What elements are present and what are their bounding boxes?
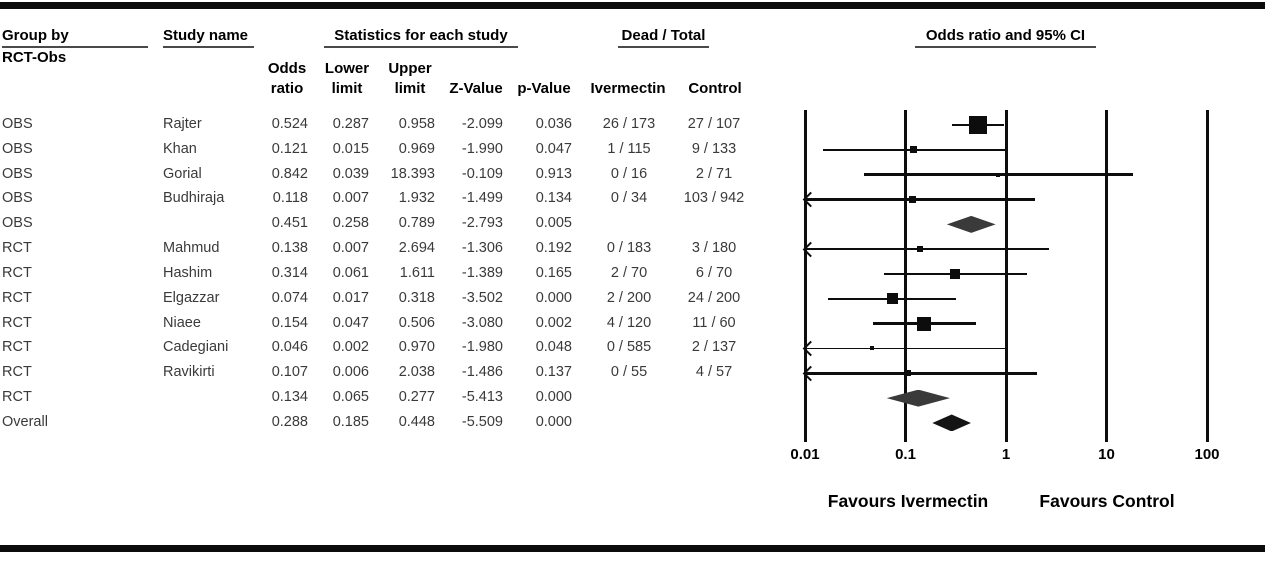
cell-group: RCT: [2, 339, 32, 356]
cell-group: RCT: [2, 289, 32, 306]
cell-lower: 0.047: [332, 314, 369, 331]
cell-z: -3.502: [461, 289, 503, 306]
favours-control-label: Favours Control: [1039, 491, 1175, 511]
cell-control: 11 / 60: [692, 314, 736, 331]
forest-plot: [805, 110, 1208, 442]
column-header-Ivermectin: Ivermectin: [590, 80, 666, 97]
favours-ivermectin-label: Favours Ivermectin: [827, 491, 989, 511]
cell-lower: 0.287: [332, 116, 369, 132]
table-row: [2, 335, 772, 360]
cell-z: -1.499: [461, 190, 503, 207]
header-group-by: Group by: [2, 27, 148, 48]
column-header-limit: Lower: [324, 60, 370, 77]
summary-diamond-OBS: [947, 216, 996, 233]
point-estimate-Mahmud: [917, 246, 923, 252]
point-estimate-Khan: [910, 146, 917, 153]
cell-upper: 0.318: [398, 289, 435, 306]
gridline-0.1: [904, 110, 907, 442]
cell-control: 9 / 133: [691, 140, 737, 157]
cell-or: 0.288: [271, 413, 308, 430]
cell-ivermectin: 4 / 120: [606, 314, 652, 331]
cell-control: 6 / 70: [695, 264, 733, 281]
cell-group: RCT: [2, 314, 32, 331]
cell-lower: 0.065: [332, 389, 369, 406]
cell-study: Elgazzar: [163, 289, 220, 306]
cell-p: 0.137: [535, 364, 572, 381]
cell-lower: 0.061: [332, 264, 369, 281]
cell-z: -5.509: [461, 413, 503, 430]
header-group-by-sub: RCT-Obs: [2, 49, 67, 66]
cell-group: OBS: [2, 140, 33, 157]
cell-upper: 0.277: [398, 389, 435, 406]
table-row: [2, 261, 772, 286]
cell-or: 0.138: [271, 240, 308, 257]
cell-or: 0.134: [271, 389, 308, 406]
cell-lower: 0.015: [332, 140, 369, 157]
cell-study: Hashim: [163, 264, 213, 281]
cell-or: 0.046: [271, 339, 308, 356]
x-tick-100: 100: [1194, 446, 1220, 463]
cell-control: 24 / 200: [687, 289, 741, 306]
cell-lower: 0.185: [332, 413, 369, 430]
x-tick-0.1: 0.1: [895, 446, 916, 463]
x-tick-10: 10: [1098, 446, 1115, 463]
cell-z: -2.099: [461, 116, 503, 132]
cell-z: -1.486: [461, 364, 503, 381]
cell-ivermectin: 2 / 200: [606, 289, 652, 306]
cell-z: -5.413: [461, 389, 503, 406]
cell-z: -1.990: [461, 140, 503, 157]
cell-ivermectin: 2 / 70: [610, 264, 648, 281]
point-estimate-Ravikirti: [905, 370, 911, 376]
cell-or: 0.314: [271, 264, 308, 281]
bottom-divider: [0, 545, 1265, 552]
cell-lower: 0.258: [332, 215, 369, 232]
cell-study: Niaee: [163, 314, 201, 331]
cell-p: 0.134: [535, 190, 572, 207]
cell-p: 0.192: [535, 240, 572, 257]
point-estimate-Niaee: [917, 317, 931, 331]
cell-ivermectin: 0 / 585: [606, 339, 652, 356]
cell-group: OBS: [2, 190, 33, 207]
cell-study: Rajter: [163, 116, 202, 132]
cell-study: Cadegiani: [163, 339, 229, 356]
table-rows: [2, 112, 772, 436]
cell-ivermectin: 26 / 173: [602, 116, 656, 132]
x-tick-0.01: 0.01: [790, 446, 820, 463]
ci-line-Ravikirti: [805, 372, 1037, 375]
cell-z: -1.389: [461, 264, 503, 281]
table-row: [2, 360, 772, 385]
cell-p: 0.005: [535, 215, 572, 232]
cell-group: RCT: [2, 364, 32, 381]
ci-line-Budhiraja: [805, 198, 1035, 201]
cell-upper: 2.694: [398, 240, 435, 257]
cell-group: OBS: [2, 165, 33, 182]
column-header-p-Value: p-Value: [517, 80, 571, 97]
cell-group: RCT: [2, 240, 32, 257]
cell-p: 0.000: [535, 289, 572, 306]
cell-z: -3.080: [461, 314, 503, 331]
cell-lower: 0.002: [332, 339, 369, 356]
cell-lower: 0.007: [332, 190, 369, 207]
cell-or: 0.451: [271, 215, 308, 232]
cell-or: 0.074: [271, 289, 308, 306]
cell-lower: 0.039: [332, 165, 369, 182]
cell-z: -2.793: [461, 215, 503, 232]
cell-p: 0.165: [535, 264, 572, 281]
top-divider: [0, 2, 1265, 9]
table-row: [2, 286, 772, 311]
cell-p: 0.002: [535, 314, 572, 331]
summary-diamond-Overall: [932, 414, 971, 431]
cell-control: 3 / 180: [691, 240, 737, 257]
point-estimate-Budhiraja: [909, 196, 916, 203]
cell-group: Overall: [2, 413, 48, 430]
table-row: [2, 410, 772, 435]
cell-ivermectin: 0 / 34: [610, 190, 648, 207]
cell-lower: 0.006: [332, 364, 369, 381]
point-estimate-Rajter: [969, 116, 987, 134]
cell-study: Khan: [163, 140, 197, 157]
cell-control: 2 / 137: [691, 339, 737, 356]
cell-upper: 18.393: [390, 165, 435, 182]
cell-study: Mahmud: [163, 240, 220, 257]
cell-p: 0.048: [535, 339, 572, 356]
cell-lower: 0.017: [332, 289, 369, 306]
column-header-ratio: ratio: [270, 80, 304, 97]
table-row: [2, 236, 772, 261]
cell-group: OBS: [2, 215, 33, 232]
cell-or: 0.154: [271, 314, 308, 331]
cell-ivermectin: 1 / 115: [607, 140, 651, 157]
table-row: [2, 211, 772, 236]
cell-upper: 0.789: [398, 215, 435, 232]
point-estimate-Elgazzar: [887, 293, 898, 304]
cell-ivermectin: 0 / 183: [606, 240, 652, 257]
point-estimate-Hashim: [950, 269, 960, 279]
column-header-Z-Value: Z-Value: [449, 80, 503, 97]
cell-study: Gorial: [163, 165, 202, 182]
gridline-100: [1206, 110, 1209, 442]
cell-group: RCT: [2, 264, 32, 281]
gridline-1: [1005, 110, 1008, 442]
header-study-name: Study name: [163, 27, 254, 48]
header-statistics: Statistics for each study: [324, 27, 518, 48]
cell-group: OBS: [2, 116, 33, 132]
cell-upper: 0.958: [398, 116, 435, 132]
cell-p: 0.913: [535, 165, 572, 182]
cell-or: 0.118: [272, 190, 308, 207]
table-row: [2, 112, 772, 137]
cell-control: 4 / 57: [695, 364, 733, 381]
cell-upper: 2.038: [398, 364, 435, 381]
ci-line-Mahmud: [805, 248, 1049, 251]
cell-study: Ravikirti: [163, 364, 215, 381]
cell-ivermectin: 0 / 55: [610, 364, 648, 381]
point-estimate-Cadegiani: [870, 346, 874, 350]
ci-line-Cadegiani: [805, 348, 1005, 350]
table-row: [2, 385, 772, 410]
x-axis: [790, 446, 1220, 466]
cell-group: RCT: [2, 389, 32, 406]
cell-control: 2 / 71: [695, 165, 733, 182]
cell-upper: 0.970: [398, 339, 435, 356]
gridline-10: [1105, 110, 1108, 442]
cell-or: 0.107: [271, 364, 308, 381]
cell-ivermectin: 0 / 16: [610, 165, 648, 182]
cell-upper: 0.506: [398, 314, 435, 331]
point-estimate-Gorial: [996, 173, 1000, 177]
column-header-Control: Control: [688, 80, 742, 97]
cell-control: 103 / 942: [683, 190, 745, 207]
header-odds-ratio-ci: Odds ratio and 95% CI: [915, 27, 1096, 48]
column-header-limit: limit: [331, 80, 363, 97]
cell-p: 0.036: [535, 116, 572, 132]
cell-p: 0.000: [535, 389, 572, 406]
cell-lower: 0.007: [332, 240, 369, 257]
cell-p: 0.047: [535, 140, 572, 157]
table-row: [2, 186, 772, 211]
cell-z: -1.306: [461, 240, 503, 257]
column-header-ratio: Odds: [267, 60, 307, 77]
summary-diamond-RCT: [887, 390, 950, 407]
x-tick-1: 1: [1001, 446, 1011, 463]
cell-or: 0.842: [271, 165, 308, 182]
gridline-0.01: [804, 110, 807, 442]
cell-upper: 1.611: [399, 264, 435, 281]
cell-z: -1.980: [461, 339, 503, 356]
cell-upper: 0.969: [398, 140, 435, 157]
column-header-limit: Upper: [388, 60, 432, 77]
header-dead-total: Dead / Total: [618, 27, 709, 48]
column-header-limit: limit: [394, 80, 426, 97]
table-row: [2, 137, 772, 162]
cell-or: 0.524: [271, 116, 308, 132]
cell-p: 0.000: [535, 413, 572, 430]
cell-or: 0.121: [271, 140, 308, 157]
cell-upper: 1.932: [398, 190, 435, 207]
cell-upper: 0.448: [398, 413, 435, 430]
cell-z: -0.109: [461, 165, 503, 182]
table-row: [2, 311, 772, 336]
cell-control: 27 / 107: [687, 116, 741, 132]
cell-study: Budhiraja: [163, 190, 225, 207]
table-row: [2, 162, 772, 187]
